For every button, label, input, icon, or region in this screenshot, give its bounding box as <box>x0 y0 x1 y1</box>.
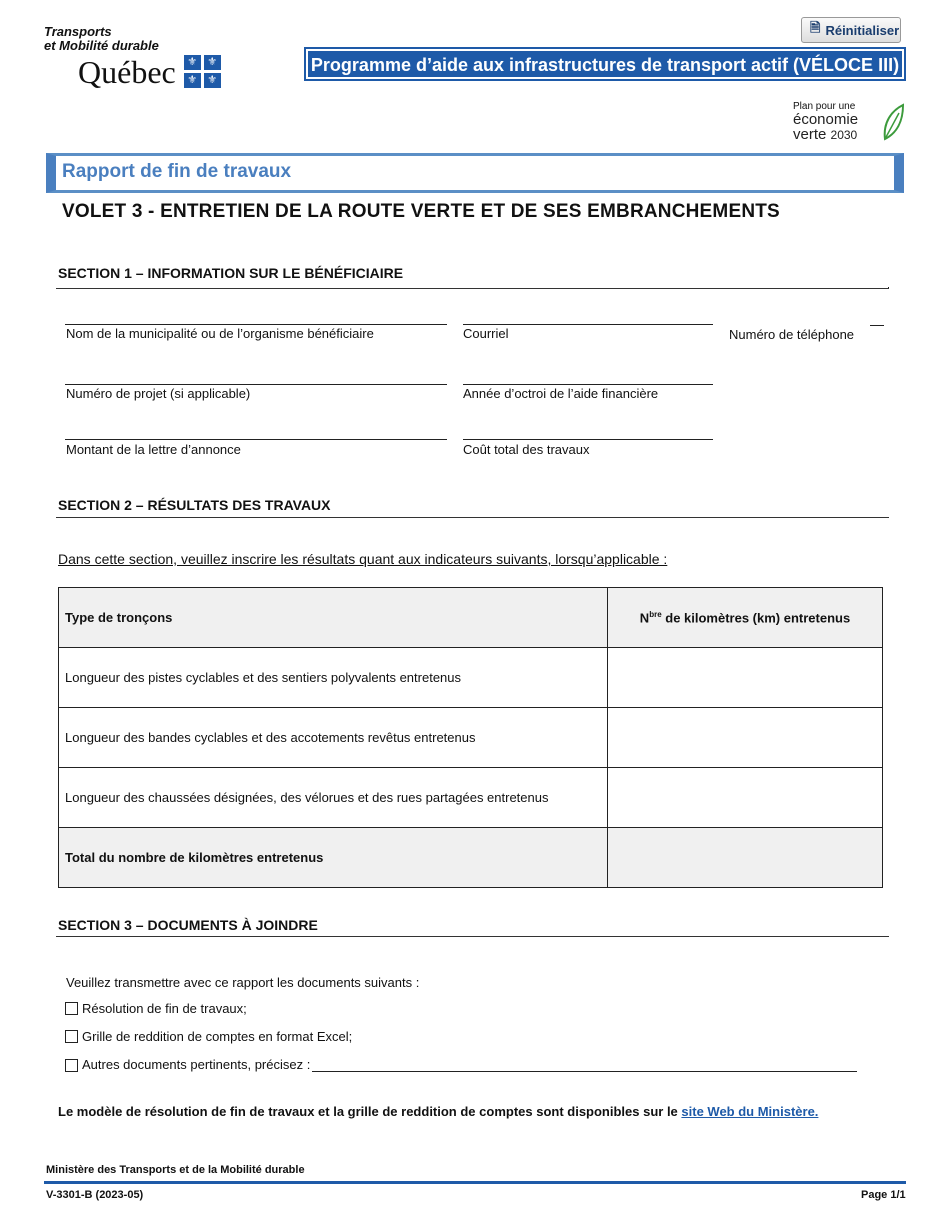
quebec-flag-icon: ⚜ ⚜ ⚜ ⚜ <box>184 55 221 88</box>
results-table <box>58 587 883 888</box>
ministry-website-link[interactable]: site Web du Ministère. <box>681 1104 819 1119</box>
table-row <box>59 768 883 828</box>
resolution-checkbox[interactable] <box>65 1002 78 1015</box>
section1-title: SECTION 1 – INFORMATION SUR LE BÉNÉFICIAIRE <box>58 265 404 281</box>
reset-button[interactable] <box>801 17 901 43</box>
report-title-box <box>46 153 904 193</box>
other-docs-input[interactable] <box>312 1058 857 1072</box>
leaf-icon <box>879 103 907 143</box>
table-total-row <box>59 828 883 888</box>
page-number: Page 1/1 <box>861 1189 906 1201</box>
logo-line2: et Mobilité durable <box>44 38 159 53</box>
col-type-header: Type de tronçons <box>59 588 608 648</box>
logo-line1: Transports <box>44 24 112 39</box>
email-input[interactable] <box>463 305 713 325</box>
other-checkbox[interactable] <box>65 1059 78 1072</box>
municipality-input[interactable] <box>65 305 447 325</box>
project-number-input[interactable] <box>65 365 447 385</box>
phone-label: Numéro de téléphone <box>729 327 855 342</box>
row-label: Longueur des pistes cyclables et des sentiers polyvalents entretenus <box>59 648 608 708</box>
doc2-label: Grille de reddition de comptes en format Excel; <box>82 1029 353 1044</box>
doc3-label: Autres documents pertinents, précisez : <box>82 1057 311 1072</box>
grid-checkbox[interactable] <box>65 1030 78 1043</box>
eco-year: 2030 <box>830 128 858 142</box>
announcement-amount-input[interactable] <box>65 420 447 440</box>
ministry-logo <box>44 25 221 88</box>
program-banner: Programme d’aide aux infrastructures de transport actif (VÉLOCE III) <box>306 49 904 79</box>
table-row <box>59 648 883 708</box>
section3-title: SECTION 3 – DOCUMENTS À JOINDRE <box>58 917 318 933</box>
section1-rule <box>56 288 889 289</box>
announcement-amount-label: Montant de la lettre d’annonce <box>66 442 241 457</box>
doc-item-resolution <box>65 1001 247 1016</box>
eco-line2: économie <box>793 111 859 128</box>
row-km-input[interactable] <box>608 648 883 708</box>
total-cost-label: Coût total des travaux <box>463 442 590 457</box>
footer-rule <box>44 1181 906 1184</box>
doc1-label: Résolution de fin de travaux; <box>82 1001 247 1016</box>
total-label: Total du nombre de kilomètres entretenus <box>59 828 608 888</box>
total-km-value <box>608 828 883 888</box>
email-label: Courriel <box>463 326 509 341</box>
eco-line3: verte <box>793 126 827 143</box>
col-km-header: $N^{bre}$ de kilomètres (km) entretenus <box>608 588 883 648</box>
section3-intro: Veuillez transmettre avec ce rapport les documents suivants : <box>66 975 420 990</box>
table-header-row <box>59 588 883 648</box>
reset-label: Réinitialiser <box>825 22 900 38</box>
section2-title: SECTION 2 – RÉSULTATS DES TRAVAUX <box>58 497 331 513</box>
section3-rule <box>56 936 889 937</box>
phone-input[interactable] <box>870 306 884 326</box>
row-label: Longueur des bandes cyclables et des accotements revêtus entretenus <box>59 708 608 768</box>
row-label: Longueur des chaussées désignées, des vélorues et des rues partagées entretenus <box>59 768 608 828</box>
templates-note: Le modèle de résolution de fin de travaux et la grille de reddition de comptes sont disponibles sur le site Web du Ministère. <box>58 1104 819 1119</box>
aid-year-input[interactable] <box>463 365 713 385</box>
green-economy-logo <box>793 101 913 143</box>
form-code: V-3301-B (2023-05) <box>46 1189 144 1201</box>
report-title: Rapport de fin de travaux <box>62 161 292 182</box>
footer-ministry: Ministère des Transports et de la Mobilité durable <box>46 1164 305 1176</box>
row-km-input[interactable] <box>608 708 883 768</box>
table-row <box>59 708 883 768</box>
row-km-input[interactable] <box>608 768 883 828</box>
eco-line1: Plan pour une <box>793 101 856 112</box>
section2-rule <box>56 517 889 518</box>
section2-intro: Dans cette section, veuillez inscrire les résultats quant aux indicateurs suivants, lorsqu’applicable : <box>58 551 668 567</box>
project-number-label: Numéro de projet (si applicable) <box>66 386 251 401</box>
doc-item-grid <box>65 1029 352 1044</box>
volet-title: VOLET 3 - ENTRETIEN DE LA ROUTE VERTE ET DE SES EMBRANCHEMENTS <box>62 201 780 222</box>
document-reset-icon: 🗎 <box>810 20 821 35</box>
aid-year-label: Année d’octroi de l’aide financière <box>463 386 659 401</box>
logo-quebec: Québec <box>78 53 176 90</box>
doc-item-other <box>65 1057 857 1072</box>
municipality-label: Nom de la municipalité ou de l’organisme bénéficiaire <box>66 326 374 341</box>
total-cost-input[interactable] <box>463 420 713 440</box>
